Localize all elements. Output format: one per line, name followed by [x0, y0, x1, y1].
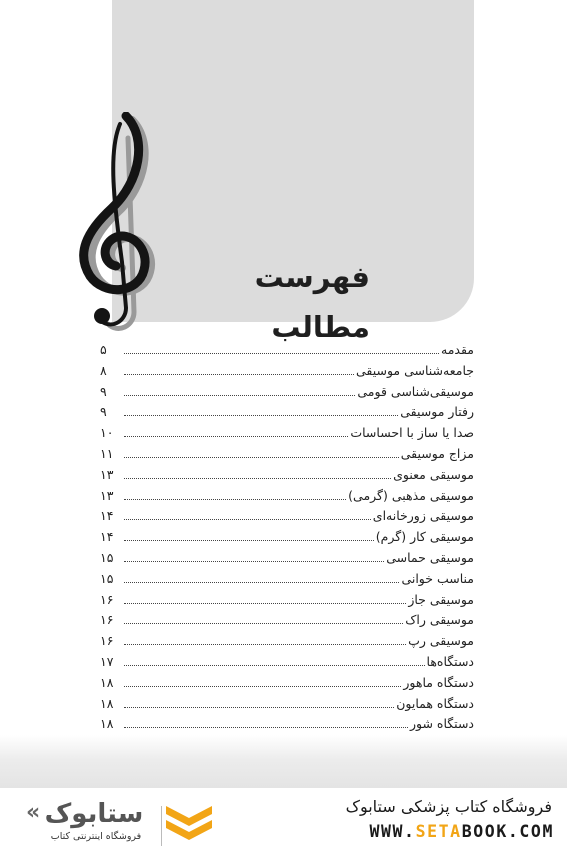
url-prefix: WWW.	[369, 822, 416, 841]
toc-page-number: ۱۳	[100, 466, 114, 482]
toc-leader	[124, 415, 398, 416]
toc-page-number: ۱۵	[100, 549, 114, 565]
toc-entry-title: دستگاه شور	[409, 716, 474, 732]
toc-entry-title: رفتار موسیقی	[400, 404, 474, 420]
toc-leader	[124, 623, 403, 624]
toc-row	[100, 612, 474, 633]
toc-row	[100, 446, 474, 467]
toc-page-number: ۱۳	[100, 487, 114, 503]
toc-entry-title: موسیقی جاز	[408, 591, 474, 607]
toc-page-number: ۱۸	[100, 674, 114, 690]
toc-page-number: ۱۰	[100, 425, 114, 441]
toc-page-number: ۱۵	[100, 570, 114, 586]
toc-entry-title: دستگاه ماهور	[403, 674, 474, 690]
toc-leader	[124, 582, 399, 583]
toc-entry-title: موسیقی راک	[405, 612, 474, 628]
toc-entry-title: موسیقی مذهبی (گرمی)	[348, 487, 474, 503]
store-url-link[interactable]	[290, 822, 554, 841]
toc-page-number: ۱۸	[100, 695, 114, 711]
toc-leader	[124, 603, 406, 604]
page-title: فهرست مطالب	[254, 260, 370, 344]
toc-page-number: ۱۴	[100, 508, 114, 524]
toc-entry-title: موسیقی رپ	[408, 633, 474, 649]
toc-page-number: ۱۶	[100, 633, 114, 649]
toc-entry-title: دستگاه‌ها	[426, 653, 474, 669]
treble-clef-icon	[58, 112, 168, 334]
toc-leader	[124, 374, 354, 375]
toc-row	[100, 592, 474, 613]
toc-row	[100, 425, 474, 446]
toc-leader	[124, 499, 346, 500]
toc-page-number: ۱۶	[100, 591, 114, 607]
toc-entry-title: مزاج موسیقی	[400, 445, 474, 461]
toc-entry-title: موسیقی معنوی	[393, 466, 474, 482]
toc-row	[100, 550, 474, 571]
toc-entry-title: موسیقی کار (گرم)	[375, 529, 474, 545]
toc-entry-title: جامعه‌شناسی موسیقی	[355, 362, 474, 378]
toc-row	[100, 696, 474, 717]
toc-row	[100, 508, 474, 529]
toc-row	[100, 384, 474, 405]
toc-entry-title: دستگاه همایون	[396, 695, 474, 711]
url-suffix: BOOK.COM	[461, 822, 554, 841]
toc-entry-title: موسیقی زورخانه‌ای	[372, 508, 474, 524]
toc-row	[100, 654, 474, 675]
toc-leader	[124, 644, 406, 645]
toc-leader	[124, 727, 408, 728]
toc-page-number: ۱۴	[100, 529, 114, 545]
toc-row	[100, 488, 474, 509]
toc-row	[100, 675, 474, 696]
toc-leader	[124, 395, 355, 396]
toc-leader	[124, 353, 439, 354]
url-highlight: SETA	[415, 822, 462, 841]
toc-leader	[124, 478, 391, 479]
logo-wordmark: ستابوک	[44, 799, 144, 829]
toc-row	[100, 467, 474, 488]
toc-row	[100, 571, 474, 592]
toc-leader	[124, 457, 399, 458]
toc-page-number: ۵	[100, 342, 107, 357]
toc-leader	[124, 519, 371, 520]
toc-leader	[124, 707, 394, 708]
toc-leader	[124, 561, 384, 562]
logo-tagline: فروشگاه اینترنتی کتاب	[50, 831, 142, 842]
toc-row	[100, 529, 474, 550]
toc-entry-title: مناسب خوانی	[401, 570, 474, 586]
toc-leader	[124, 665, 425, 666]
toc-page-number: ۹	[100, 404, 107, 420]
toc-page-number: ۱۱	[100, 445, 114, 461]
toc-leader	[124, 540, 374, 541]
toc-row	[100, 342, 474, 363]
toc-entry-title: موسیقی حماسی	[386, 549, 474, 565]
logo-arrows: «	[26, 800, 41, 825]
setabook-logo-icon	[162, 800, 216, 846]
toc-leader	[124, 436, 348, 437]
toc-entry-title: صدا یا ساز با احساسات	[350, 425, 474, 441]
toc-page-number: ۱۷	[100, 653, 114, 669]
toc-page-number: ۱۸	[100, 716, 114, 732]
toc-entry-title: موسیقی‌شناسی قومی	[357, 383, 474, 399]
store-name: فروشگاه کتاب پزشکی ستابوک	[345, 797, 552, 816]
toc-entry-title: مقدمه	[441, 342, 474, 357]
toc-page-number: ۹	[100, 383, 107, 399]
toc-row	[100, 716, 474, 737]
table-of-contents	[100, 342, 474, 737]
toc-row	[100, 363, 474, 384]
toc-row	[100, 404, 474, 425]
toc-row	[100, 633, 474, 654]
toc-page-number: ۸	[100, 362, 107, 378]
toc-page-number: ۱۶	[100, 612, 114, 628]
toc-leader	[124, 686, 401, 687]
